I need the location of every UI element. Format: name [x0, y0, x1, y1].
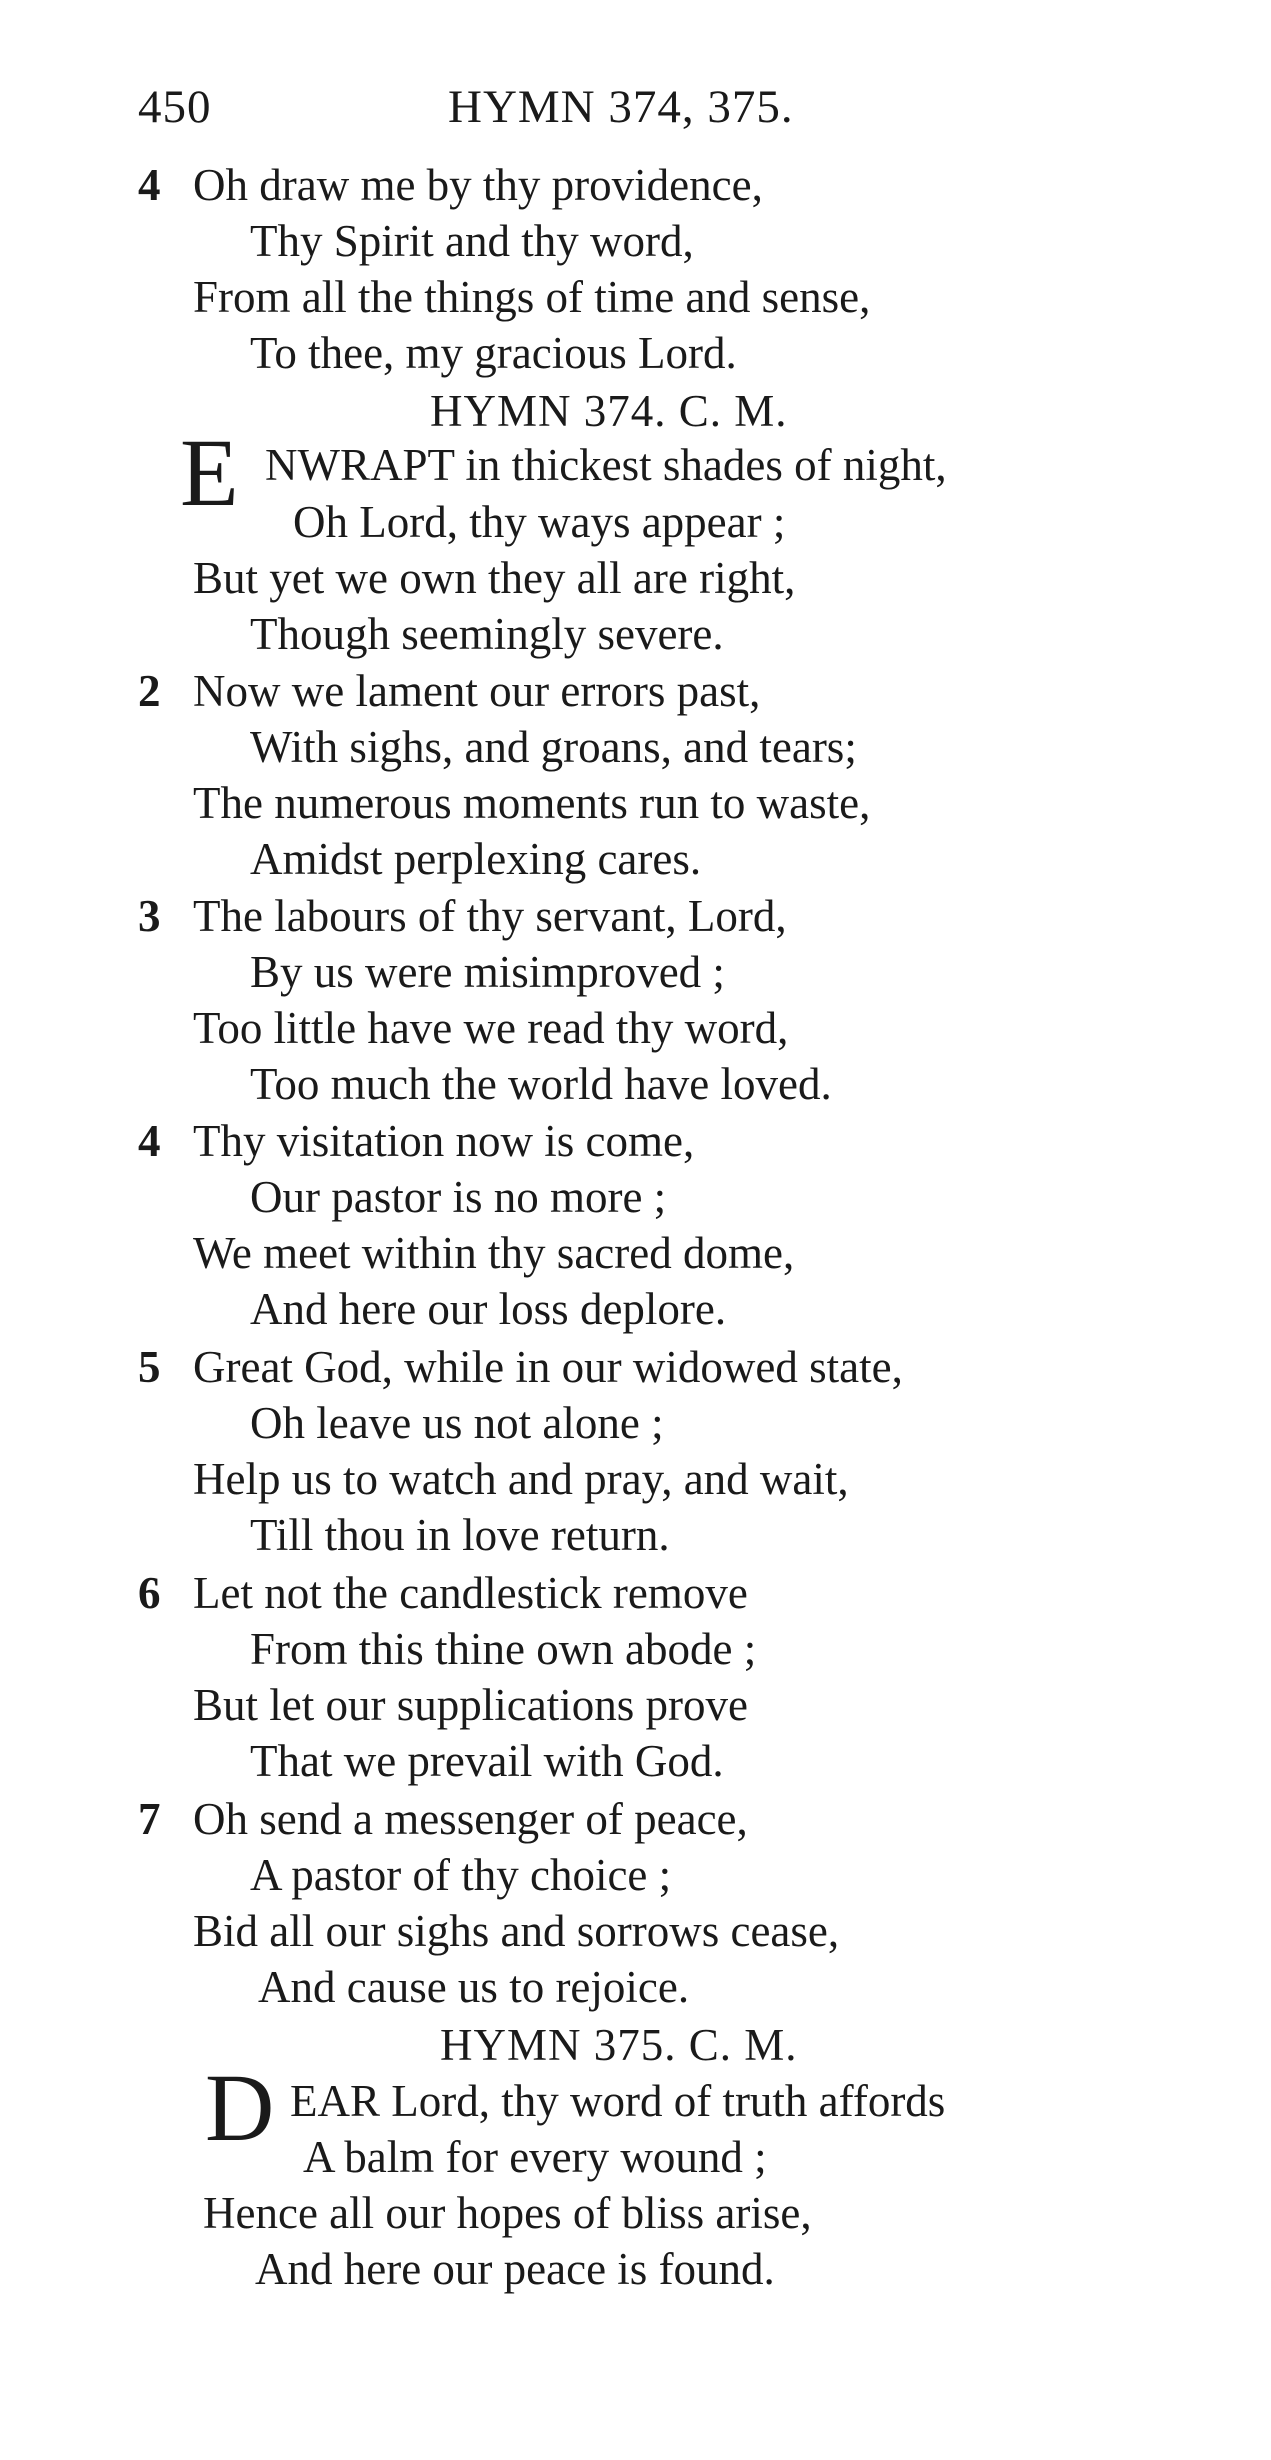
verse-line: Thy Spirit and thy word,	[250, 216, 694, 266]
verse-line: Till thou in love return.	[250, 1510, 670, 1560]
verse-line: Oh draw me by thy providence,	[193, 160, 763, 210]
verse-line: Oh leave us not alone ;	[250, 1398, 664, 1448]
hymn-heading: HYMN 374. C. M.	[430, 386, 788, 436]
hymn-heading: HYMN 375. C. M.	[440, 2020, 798, 2070]
verse-line: Oh send a messenger of peace,	[193, 1794, 748, 1844]
verse-number: 4	[138, 1116, 161, 1166]
verse-line: That we prevail with God.	[250, 1736, 724, 1786]
verse-line: Hence all our hopes of bliss arise,	[203, 2188, 812, 2238]
verse-line: And here our loss deplore.	[250, 1284, 727, 1334]
drop-cap: E	[180, 419, 239, 526]
verse-line: Let not the candlestick remove	[193, 1568, 748, 1618]
verse-line: But let our supplications prove	[193, 1680, 748, 1730]
verse-line: Too much the world have loved.	[250, 1059, 832, 1109]
verse-line: Thy visitation now is come,	[193, 1116, 695, 1166]
verse-line: Help us to watch and pray, and wait,	[193, 1454, 849, 1504]
verse-number: 3	[138, 891, 161, 941]
verse-line: Great God, while in our widowed state,	[193, 1342, 903, 1392]
verse-line: By us were misimproved ;	[250, 947, 725, 997]
verse-number: 7	[138, 1794, 161, 1844]
verse-line: Our pastor is no more ;	[250, 1172, 667, 1222]
page-number: 450	[138, 81, 212, 133]
verse-line: Too little have we read thy word,	[193, 1003, 789, 1053]
verse-line: A pastor of thy choice ;	[250, 1850, 672, 1900]
verse-line: The labours of thy servant, Lord,	[193, 891, 787, 941]
verse-line: With sighs, and groans, and tears;	[250, 722, 857, 772]
verse-number: 5	[138, 1342, 161, 1392]
verse-number: 2	[138, 666, 161, 716]
verse-line: Oh Lord, thy ways appear ;	[293, 497, 786, 547]
verse-line: And here our peace is found.	[255, 2244, 775, 2294]
verse-line: Now we lament our errors past,	[193, 666, 761, 716]
verse-line: NWRAPT in thickest shades of night,	[265, 440, 947, 490]
verse-line: Amidst perplexing cares.	[250, 834, 702, 884]
verse-number: 4	[138, 160, 161, 210]
verse-line: Though seemingly severe.	[250, 609, 724, 659]
verse-line: And cause us to rejoice.	[258, 1962, 690, 2012]
verse-line: From all the things of time and sense,	[193, 272, 871, 322]
verse-number: 6	[138, 1568, 161, 1618]
verse-line: But yet we own they all are right,	[193, 553, 796, 603]
verse-line: A balm for every wound ;	[303, 2132, 767, 2182]
verse-line: From this thine own abode ;	[250, 1624, 757, 1674]
verse-line: To thee, my gracious Lord.	[250, 328, 737, 378]
verse-line: Bid all our sighs and sorrows cease,	[193, 1906, 840, 1956]
verse-line: We meet within thy sacred dome,	[193, 1228, 795, 1278]
verse-line: The numerous moments run to waste,	[193, 778, 871, 828]
drop-cap: D	[205, 2054, 275, 2161]
verse-line: EAR Lord, thy word of truth affords	[290, 2076, 946, 2126]
page-title: HYMN 374, 375.	[448, 81, 794, 133]
